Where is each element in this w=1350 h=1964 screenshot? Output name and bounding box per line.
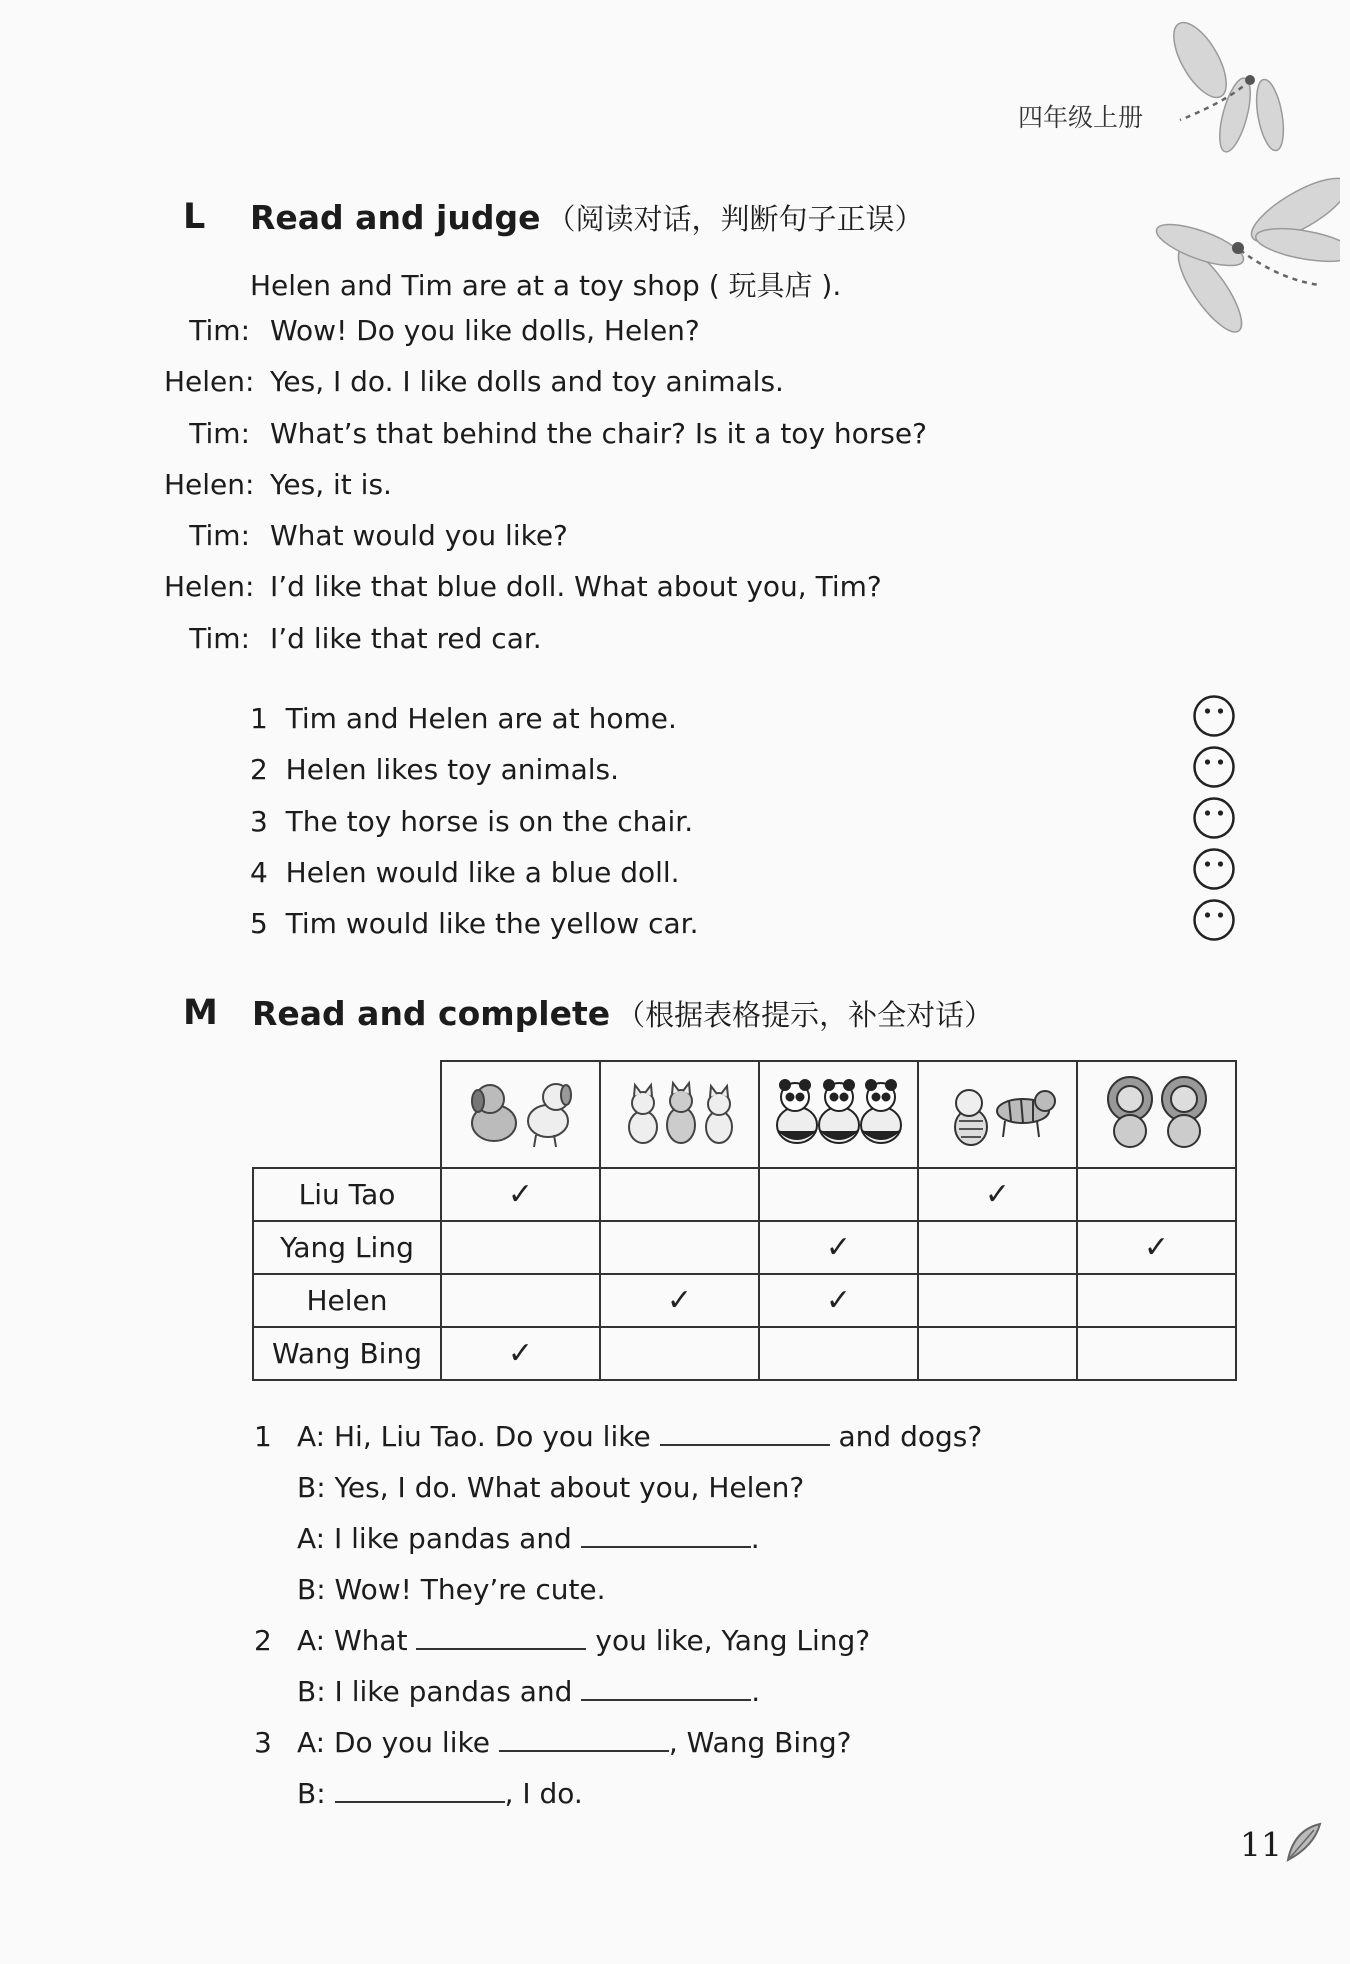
dialogue-text: Yes, it is. xyxy=(270,467,392,501)
table-cell xyxy=(441,1168,600,1221)
statement-number: 3 xyxy=(250,804,268,838)
section-l-letter: L xyxy=(183,197,206,237)
table-cell xyxy=(441,1221,600,1274)
page-number: 11 xyxy=(1240,1825,1282,1864)
question-1-line-a2 xyxy=(297,1522,760,1555)
check-mark: ✓ xyxy=(825,1283,852,1318)
pandas-icon xyxy=(769,1071,909,1151)
statement-text: Helen would like a blue doll. xyxy=(285,855,680,889)
table-row xyxy=(253,1327,1236,1380)
dialogue-line xyxy=(164,365,927,416)
check-mark: ✓ xyxy=(984,1177,1011,1212)
dialogue-text: Wow! Do you like dolls, Helen? xyxy=(270,314,700,347)
answer-blank[interactable] xyxy=(335,1795,505,1803)
dialogue xyxy=(164,314,927,673)
speaker: Helen: xyxy=(164,570,255,604)
question-1-line-b1: B: Yes, I do. What about you, Helen? xyxy=(297,1471,805,1504)
check-mark: ✓ xyxy=(507,1177,534,1212)
table-cell xyxy=(600,1274,759,1327)
dialogue-line xyxy=(164,622,927,673)
statement-text: Tim and Helen are at home. xyxy=(285,702,677,735)
question-1-line-b2: B: Wow! They’re cute. xyxy=(297,1573,606,1606)
speaker: Tim: xyxy=(189,519,250,553)
dialogue-text: I’d like that blue doll. What about you, Tim? xyxy=(270,570,882,604)
smiley-answer-circle-icon[interactable] xyxy=(1192,745,1236,789)
prompt-text: and dogs? xyxy=(838,1420,983,1453)
smiley-answer-circle-icon[interactable] xyxy=(1192,847,1236,891)
check-mark: ✓ xyxy=(1143,1230,1170,1265)
statement xyxy=(250,856,699,907)
prompt-text: , Wang Bing? xyxy=(668,1726,852,1759)
table-header-row xyxy=(253,1061,1236,1168)
table-cell xyxy=(600,1327,759,1380)
statement-text: The toy horse is on the chair. xyxy=(285,804,694,838)
section-l-intro: Helen and Tim are at a toy shop ( 玩具店 ). xyxy=(250,269,842,302)
question-2-number: 2 xyxy=(254,1624,272,1657)
table-cell xyxy=(1077,1327,1236,1380)
table-cell xyxy=(759,1274,918,1327)
question-2-line-a1 xyxy=(297,1624,870,1657)
cats-icon xyxy=(615,1071,745,1151)
statement-number: 4 xyxy=(250,855,268,889)
question-3-number: 3 xyxy=(254,1726,272,1759)
speaker: Tim: xyxy=(189,416,250,450)
question-1-line-a1 xyxy=(297,1420,982,1453)
lions-picture-cell xyxy=(1077,1061,1236,1168)
smiley-answer-circle-icon[interactable] xyxy=(1192,694,1236,738)
table-cell xyxy=(918,1327,1077,1380)
table-cell xyxy=(918,1221,1077,1274)
answer-blank[interactable] xyxy=(581,1540,751,1548)
dogs-icon xyxy=(456,1071,586,1151)
table-cell xyxy=(918,1168,1077,1221)
statement-number: 5 xyxy=(250,907,268,941)
question-1-number: 1 xyxy=(254,1420,272,1453)
grade-label: 四年级上册 xyxy=(1018,103,1144,132)
statement-number: 2 xyxy=(250,753,268,787)
table-cell xyxy=(441,1274,600,1327)
section-m-letter: M xyxy=(183,993,218,1033)
prompt-text: you like, Yang Ling? xyxy=(595,1624,871,1657)
cats-picture-cell xyxy=(600,1061,759,1168)
dialogue-text: Yes, I do. I like dolls and toy animals. xyxy=(270,365,784,399)
table-row xyxy=(253,1274,1236,1327)
prompt-text: A: What xyxy=(297,1624,408,1657)
dialogue-line xyxy=(164,570,927,621)
section-m-title-cn: （根据表格提示，补全对话） xyxy=(616,998,994,1032)
question-3-line-a1 xyxy=(297,1726,852,1759)
answer-blank[interactable] xyxy=(581,1693,751,1701)
prompt-text: . xyxy=(751,1675,761,1708)
dialogue-text: What would you like? xyxy=(270,519,568,553)
table-cell xyxy=(918,1274,1077,1327)
dialogue-line xyxy=(164,468,927,519)
check-mark: ✓ xyxy=(666,1283,693,1318)
statement-list xyxy=(250,702,699,958)
dialogue-text: What’s that behind the chair? Is it a toy horse? xyxy=(270,416,927,450)
prompt-text: A: Hi, Liu Tao. Do you like xyxy=(297,1420,651,1453)
statement-text: Helen likes toy animals. xyxy=(285,753,620,787)
row-name: Helen xyxy=(253,1274,441,1327)
dialogue-line xyxy=(164,519,927,570)
statement-number: 1 xyxy=(250,702,268,735)
row-name: Liu Tao xyxy=(253,1168,441,1221)
section-l-title-cn: （阅读对话，判断句子正误） xyxy=(546,202,924,236)
table-corner xyxy=(253,1061,441,1168)
dialogue-text: I’d like that red car. xyxy=(270,621,542,655)
table-cell xyxy=(1077,1274,1236,1327)
statement-text: Tim would like the yellow car. xyxy=(285,907,699,941)
section-l-title: Read and judge xyxy=(250,198,541,237)
prompt-text: A: I like pandas and xyxy=(297,1522,572,1555)
table-cell xyxy=(600,1221,759,1274)
table-cell xyxy=(1077,1221,1236,1274)
statement xyxy=(250,805,699,856)
check-mark: ✓ xyxy=(825,1230,852,1265)
smiley-answer-circle-icon[interactable] xyxy=(1192,796,1236,840)
section-m-title: Read and complete xyxy=(252,994,611,1033)
row-name: Wang Bing xyxy=(253,1327,441,1380)
dragonfly-decoration-icon xyxy=(1140,20,1340,370)
lions-icon xyxy=(1092,1071,1222,1151)
question-3-line-b1 xyxy=(297,1777,583,1810)
statement xyxy=(250,753,699,804)
answer-blank[interactable] xyxy=(499,1744,669,1752)
speaker: Helen: xyxy=(164,365,255,399)
speaker: Helen: xyxy=(164,467,255,501)
prompt-text: . xyxy=(750,1522,760,1555)
prompt-text: B: I like pandas and xyxy=(297,1675,573,1708)
pandas-picture-cell xyxy=(759,1061,918,1168)
dialogue-line xyxy=(164,417,927,468)
row-name: Yang Ling xyxy=(253,1221,441,1274)
dogs-picture-cell xyxy=(441,1061,600,1168)
section-l-heading xyxy=(250,197,924,238)
table-cell xyxy=(759,1221,918,1274)
table-row xyxy=(253,1221,1236,1274)
prompt-text: B: xyxy=(297,1777,326,1810)
answer-blank[interactable] xyxy=(660,1438,830,1446)
table-cell xyxy=(759,1327,918,1380)
check-mark: ✓ xyxy=(507,1336,534,1371)
dialogue-line xyxy=(164,314,927,365)
statement xyxy=(250,907,699,958)
table-cell xyxy=(1077,1168,1236,1221)
statement xyxy=(250,702,699,753)
table-cell xyxy=(600,1168,759,1221)
table-row xyxy=(253,1168,1236,1221)
speaker: Tim: xyxy=(189,621,250,655)
speaker: Tim: xyxy=(189,314,250,347)
table-cell xyxy=(441,1327,600,1380)
preference-table xyxy=(252,1060,1237,1381)
table-cell xyxy=(759,1168,918,1221)
answer-blank[interactable] xyxy=(416,1642,586,1650)
prompt-text: A: Do you like xyxy=(297,1726,490,1759)
prompt-text: , I do. xyxy=(504,1777,583,1810)
question-2-line-b1 xyxy=(297,1675,760,1708)
tigers-icon xyxy=(933,1071,1063,1151)
tigers-picture-cell xyxy=(918,1061,1077,1168)
smiley-answer-circle-icon[interactable] xyxy=(1192,898,1236,942)
leaf-decoration-icon xyxy=(1284,1820,1324,1865)
section-m-heading xyxy=(252,993,993,1034)
